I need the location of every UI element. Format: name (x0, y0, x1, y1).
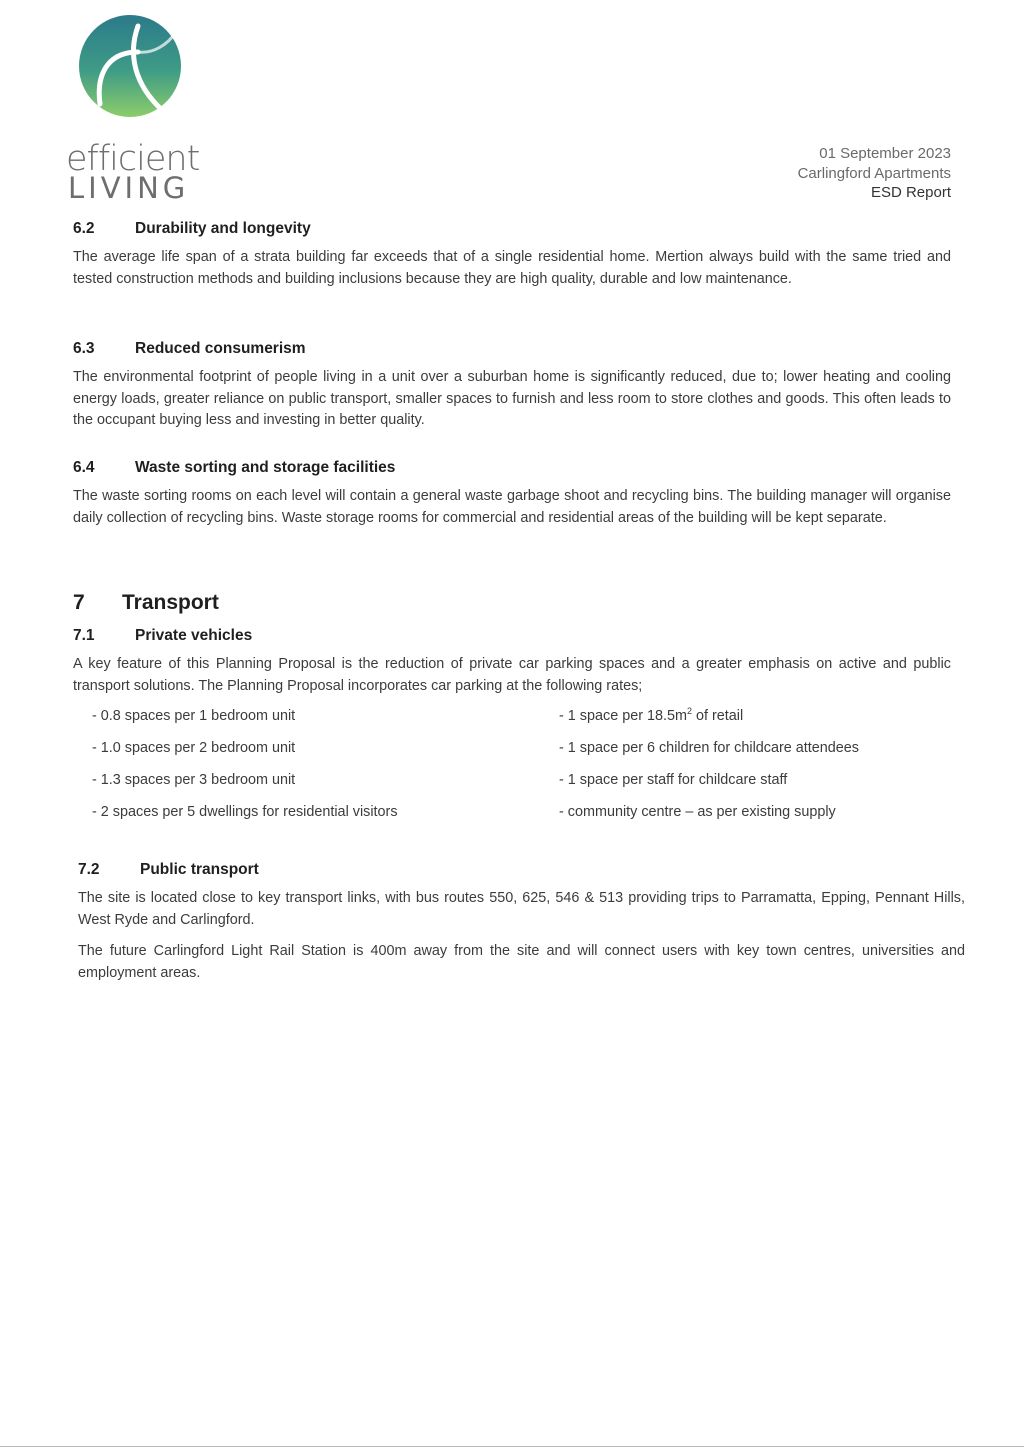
list-item: - 0.8 spaces per 1 bedroom unit (92, 708, 296, 724)
section-heading (73, 626, 951, 646)
section-heading (73, 458, 951, 478)
chapter-number: 7 (73, 591, 85, 614)
logo-wordmark-living: LIVING (68, 171, 190, 205)
list-item: - 1.0 spaces per 2 bedroom unit (92, 740, 296, 756)
section-heading (78, 860, 965, 880)
list-item: - 1 space per 6 children for childcare attendees (559, 740, 859, 756)
list-item: - 1.3 spaces per 3 bedroom unit (92, 772, 296, 788)
logo-wordmark-efficient: efficient (66, 139, 200, 179)
document-header-meta (798, 144, 951, 203)
section-7 (73, 589, 951, 617)
section-heading (73, 219, 951, 239)
section-6-2 (73, 219, 951, 290)
list-item: - 2 spaces per 5 dwellings for residential visitors (92, 804, 398, 820)
section-title: Private vehicles (135, 627, 253, 644)
section-7-1 (73, 626, 951, 697)
section-title: Public transport (140, 861, 259, 878)
chapter-title: Transport (122, 591, 219, 614)
section-title: Waste sorting and storage facilities (135, 459, 396, 476)
superscript-two: 2 (686, 706, 692, 717)
section-number: 7.1 (73, 627, 95, 644)
section-body: The environmental footprint of people living in a unit over a suburban home is significantly reduced, due to; lower heating and cooling energy loads, greater reliance on public transport, smaller spaces to furnish and less room to store clothes and goods. This often leads to the occupant buying less and investing in better quality. (73, 369, 951, 429)
section-number: 6.4 (73, 459, 95, 476)
list-item: - 1 space per staff for childcare staff (559, 772, 788, 788)
list-item (559, 708, 743, 724)
retail-rate-text: - 1 space per 18.5m (559, 708, 687, 724)
section-7-2 (78, 860, 965, 984)
section-heading (73, 339, 951, 359)
efficient-living-logo (66, 14, 200, 205)
section-body: The average life span of a strata building far exceeds that of a single residential home. Mertion always build with the same tried and tested construction methods and building inclusions because they are high quality, durable and low maintenance. (73, 249, 951, 287)
section-title: Reduced consumerism (135, 340, 306, 357)
section-6-3 (73, 339, 951, 432)
section-body: The waste sorting rooms on each level will contain a general waste garbage shoot and recycling bins. The building manager will organise daily collection of recycling bins. Waste storage rooms for commercial and residential areas of the building will be kept separate. (73, 488, 951, 526)
section-number: 7.2 (78, 861, 100, 878)
leaf-logo-icon (78, 14, 182, 118)
chapter-heading (73, 589, 951, 617)
section-6-4 (73, 458, 951, 529)
section-body: The future Carlingford Light Rail Station is 400m away from the site and will connect users with key town centres, universities and employment areas. (78, 943, 965, 981)
header-date: 01 September 2023 (819, 145, 951, 162)
header-project: Carlingford Apartments (797, 164, 951, 182)
header-report-title: ESD Report (870, 184, 951, 201)
section-number: 6.2 (73, 220, 95, 237)
section-number: 6.3 (73, 340, 95, 357)
retail-rate-suffix: of retail (692, 708, 744, 724)
list-item: - community centre – as per existing supply (559, 804, 836, 820)
section-body: A key feature of this Planning Proposal is the reduction of private car parking spaces and a greater emphasis on active and public transport solutions. The Planning Proposal incorporates car parking at the following rates; (73, 656, 951, 694)
section-title: Durability and longevity (135, 220, 311, 237)
page-bottom-divider (0, 1446, 1024, 1447)
section-body: The site is located close to key transport links, with bus routes 550, 625, 546 & 513 providing trips to Parramatta, Epping, Pennant Hills, West Ryde and Carlingford. (78, 890, 965, 928)
